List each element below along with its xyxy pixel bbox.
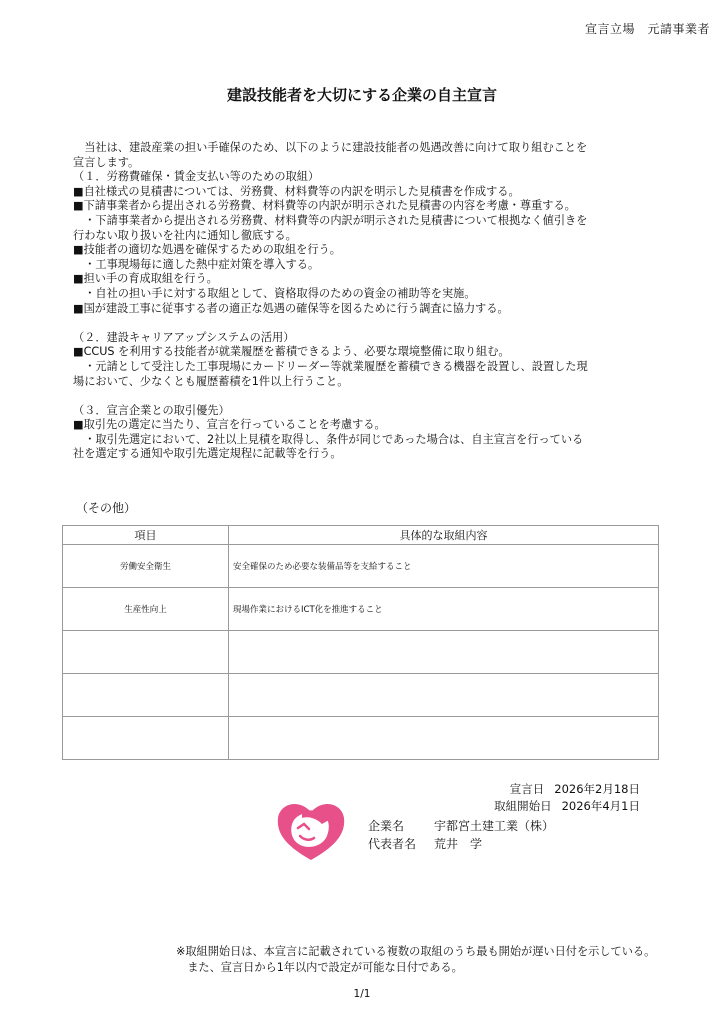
dates-block — [480, 781, 640, 815]
table-cell-content: 安全確保のため必要な装備品等を支給すること — [229, 545, 659, 588]
table-row — [63, 674, 659, 717]
table-row — [63, 545, 659, 588]
footnote-line-2: また、宣言日から1年以内で設定が可能な日付である。 — [176, 961, 463, 974]
company-name-value: 宇都宮土建工業（株） — [434, 819, 555, 833]
body-line: ・元請として受注した工事現場にカードリーダー等就業履歴を蓄積できる機器を設置し、設置した現 — [73, 359, 588, 373]
representative-row — [368, 835, 554, 853]
declaration-date-label: 宣言日 — [509, 782, 545, 796]
paragraph-gap — [73, 389, 653, 404]
body-line: （１．労務費確保・賃金支払い等のための取組） — [73, 170, 320, 184]
table-header-row — [63, 526, 659, 545]
body-line: ■国が建設工事に従事する者の適正な処遇の確保等を図るために行う調査に協力する。 — [73, 301, 509, 315]
representative-label: 代表者名 — [368, 837, 417, 851]
body-line: ■技能者の適切な処遇を確保するための取組を行う。 — [73, 243, 341, 257]
table-cell-item — [63, 717, 229, 760]
declaration-position-label: 宣言立場 元請事業者 — [584, 22, 710, 36]
declaration-date-row — [480, 781, 640, 798]
table-row — [63, 588, 659, 631]
table-row — [63, 717, 659, 760]
footnote — [176, 944, 655, 976]
body-line: 社を選定する通知や取引先選定規程に記載等を行う。 — [73, 447, 342, 461]
representative-value: 荒井 学 — [434, 837, 483, 851]
column-header-content: 具体的な取組内容 — [229, 526, 659, 545]
body-line: ・工事現場毎に適した熱中症対策を導入する。 — [73, 257, 320, 271]
declaration-body — [73, 141, 653, 462]
table-cell-content — [229, 674, 659, 717]
body-line: ■CCUS を利用する技能者が就業履歴を蓄積できるよう、必要な環境整備に取り組む。 — [73, 345, 510, 359]
other-section-heading: （その他） — [76, 501, 137, 515]
table-row — [63, 631, 659, 674]
column-header-item: 項目 — [63, 526, 229, 545]
body-line: ・取引先選定において、2社以上見積を取得し、条件が同じであった場合は、自主宣言を行っている — [73, 432, 584, 446]
company-name-row — [368, 817, 554, 835]
body-line: （２．建設キャリアアップシステムの活用） — [73, 330, 295, 344]
footnote-line-1: ※取組開始日は、本宣言に記載されている複数の取組のうち最も開始が遅い日付を示している。 — [176, 945, 656, 958]
body-line: 場において、少なくとも履歴蓄積を1件以上行うこと。 — [73, 374, 349, 388]
body-line: 宣言します。 — [73, 155, 140, 169]
table-cell-content — [229, 631, 659, 674]
body-line: ■担い手の育成取組を行う。 — [73, 272, 218, 286]
start-date-value: 2026年4月1日 — [561, 799, 640, 813]
body-line: 行わない取り扱いを社内に通知し徹底する。 — [73, 228, 297, 242]
other-initiatives-table — [62, 525, 659, 760]
table-cell-content: 現場作業におけるICT化を推進すること — [229, 588, 659, 631]
table-cell-item — [63, 631, 229, 674]
start-date-row — [480, 798, 640, 815]
paragraph-gap — [73, 316, 653, 331]
body-line: ・自社の担い手に対する取組として、資格取得のための資金の補助等を実施。 — [73, 286, 476, 300]
body-line: ・下請事業者から提出される労務費、材料費等の内訳が明示された見積書について根拠なく値引きを — [73, 213, 588, 227]
body-line: ■自社様式の見積書については、労務費、材料費等の内訳を明示した見積書を作成する。 — [73, 184, 520, 198]
body-line: ■取引先の選定に当たり、宣言を行っていることを考慮する。 — [73, 418, 386, 432]
table-cell-item: 労働安全衛生 — [63, 545, 229, 588]
start-date-label: 取組開始日 — [494, 799, 552, 813]
body-line: 当社は、建設産業の担い手確保のため、以下のように建設技能者の処遇改善に向けて取り組むことを — [73, 141, 588, 154]
body-line: ■下請事業者から提出される労務費、材料費等の内訳が明示された見積書の内容を考慮・尊重する。 — [73, 199, 576, 213]
heart-face-logo-icon — [276, 798, 346, 862]
company-block — [368, 817, 554, 853]
company-name-label: 企業名 — [368, 819, 405, 833]
body-line: （３．宣言企業との取引優先） — [73, 403, 230, 417]
table-cell-content — [229, 717, 659, 760]
declaration-date-value: 2026年2月18日 — [554, 782, 640, 796]
page-number: 1/1 — [353, 988, 371, 1000]
document-title: 建設技能者を大切にする企業の自主宣言 — [226, 86, 497, 104]
table-cell-item — [63, 674, 229, 717]
table-cell-item: 生産性向上 — [63, 588, 229, 631]
